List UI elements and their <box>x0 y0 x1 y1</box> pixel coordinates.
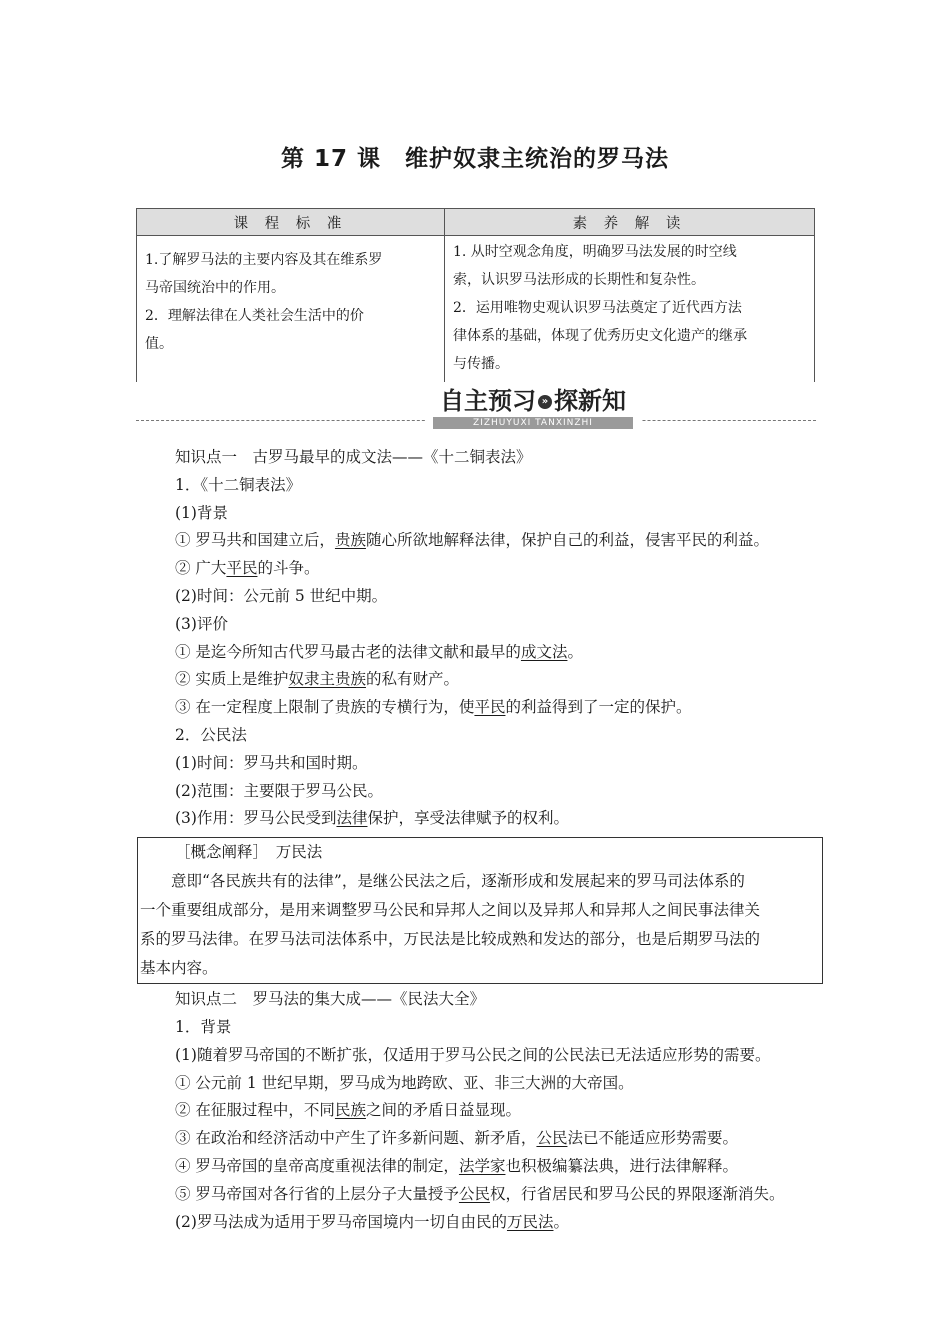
subsection-heading: 1．背景 <box>175 1017 232 1036</box>
main-content <box>137 444 827 1236</box>
underlined-answer: 平民 <box>474 698 506 717</box>
concept-line: 系的罗马法律。在罗马法司法体系中，万民法是比较成熟和发达的部分，也是后期罗马法的 <box>140 930 761 949</box>
subsection-heading: 1．《十二铜表法》 <box>175 475 302 494</box>
list-item: (2)时间：公元前 5 世纪中期。 <box>175 586 388 605</box>
list-item: ② 在征服过程中，不同民族之间的矛盾日益显现。 <box>175 1101 521 1120</box>
item-label: (3)评价 <box>175 614 228 633</box>
concept-line: 意即“各民族共有的法律”，是继公民法之后，逐渐形成和发展起来的罗马司法体系的 <box>140 872 745 891</box>
arrow-circle-icon: » <box>538 395 552 409</box>
underlined-answer: 平民 <box>226 559 258 578</box>
literacy-line: 索，认识罗马法形成的长期性和复杂性。 <box>453 272 705 288</box>
underlined-answer: 法律 <box>336 809 368 828</box>
underlined-answer: 公民 <box>458 1184 490 1203</box>
literacy-line: 与传播。 <box>453 356 509 372</box>
banner-part2: 探新知 <box>554 387 626 415</box>
standards-line: 马帝国统治中的作用。 <box>145 280 285 296</box>
list-item: ③ 在一定程度上限制了贵族的专横行为，使平民的利益得到了一定的保护。 <box>175 698 692 717</box>
underlined-answer: 万民法 <box>506 1212 554 1231</box>
banner-part1: 自主预习 <box>440 387 536 415</box>
subsection-heading: 2．公民法 <box>175 725 247 744</box>
literacy-line: 2．运用唯物史观认识罗马法奠定了近代西方法 <box>453 300 742 316</box>
item-label: (1)背景 <box>175 503 228 522</box>
list-item: ⑤ 罗马帝国对各行省的上层分子大量授予公民权，行省居民和罗马公民的界限逐渐消失。 <box>175 1184 785 1203</box>
table-header-literacy: 素 养 解 读 <box>445 209 815 236</box>
list-item: (3)作用：罗马公民受到法律保护，享受法律赋予的权利。 <box>175 809 569 828</box>
underlined-answer: 民族 <box>334 1101 366 1120</box>
concept-line: 一个重要组成部分，是用来调整罗马公民和异邦人之间以及异邦人和异邦人之间民事法律关 <box>140 901 761 920</box>
list-item: (1)时间：罗马共和国时期。 <box>175 753 368 772</box>
knowledge-point-heading: 知识点一 古罗马最早的成文法——《十二铜表法》 <box>175 448 532 466</box>
list-item: (2)范围：主要限于罗马公民。 <box>175 781 383 800</box>
literacy-line: 律体系的基础，体现了优秀历史文化遗产的继承 <box>453 328 747 344</box>
list-item: ① 是迄今所知古代罗马最古老的法律文献和最早的成文法。 <box>175 642 583 661</box>
underlined-answer: 成文法 <box>520 642 568 661</box>
underlined-answer: 贵族 <box>334 531 366 550</box>
literacy-cell <box>445 236 815 383</box>
list-item: (1)随着罗马帝国的不断扩张，仅适用于罗马公民之间的公民法已无法适应形势的需要。 <box>175 1045 771 1064</box>
list-item: ③ 在政治和经济活动中产生了许多新问题、新矛盾，公民法已不能适应形势需要。 <box>175 1129 738 1148</box>
standards-cell <box>137 236 445 383</box>
standards-line: 1.了解罗马法的主要内容及其在维系罗 <box>145 252 383 268</box>
underlined-answer: 奴隶主贵族 <box>288 670 366 689</box>
underlined-answer: 法学家 <box>458 1156 506 1175</box>
list-item: ① 罗马共和国建立后，贵族随心所欲地解释法律，保护自己的利益，侵害平民的利益。 <box>175 531 769 550</box>
literacy-line: 1. 从时空观念角度，明确罗马法发展的时空线 <box>453 244 737 260</box>
section-banner <box>136 383 816 431</box>
standards-line: 值。 <box>145 336 173 352</box>
underlined-answer: 公民 <box>536 1129 568 1148</box>
banner-heading <box>425 385 641 417</box>
concept-label: ［概念阐释］ 万民法 <box>175 843 323 862</box>
list-item: (2)罗马法成为适用于罗马帝国境内一切自由民的万民法。 <box>175 1212 569 1231</box>
standards-line: 2．理解法律在人类社会生活中的价 <box>145 308 364 324</box>
banner-box <box>425 385 641 429</box>
list-item: ② 广大平民的斗争。 <box>175 559 320 578</box>
list-item: ① 公元前 1 世纪早期，罗马成为地跨欧、亚、非三大洲的大帝国。 <box>175 1073 634 1092</box>
concept-explanation-box <box>137 837 823 984</box>
curriculum-standards-table <box>136 208 815 382</box>
banner-pinyin: ZIZHUYUXI TANXINZHI <box>433 417 633 429</box>
knowledge-point-heading: 知识点二 罗马法的集大成——《民法大全》 <box>175 990 486 1009</box>
concept-line: 基本内容。 <box>140 959 218 978</box>
table-header-standards: 课 程 标 准 <box>137 209 445 236</box>
list-item: ④ 罗马帝国的皇帝高度重视法律的制定，法学家也积极编纂法典，进行法律解释。 <box>175 1156 738 1175</box>
page-title: 第 17 课 维护奴隶主统治的罗马法 <box>280 146 670 172</box>
list-item: ② 实质上是维护奴隶主贵族的私有财产。 <box>175 670 459 689</box>
